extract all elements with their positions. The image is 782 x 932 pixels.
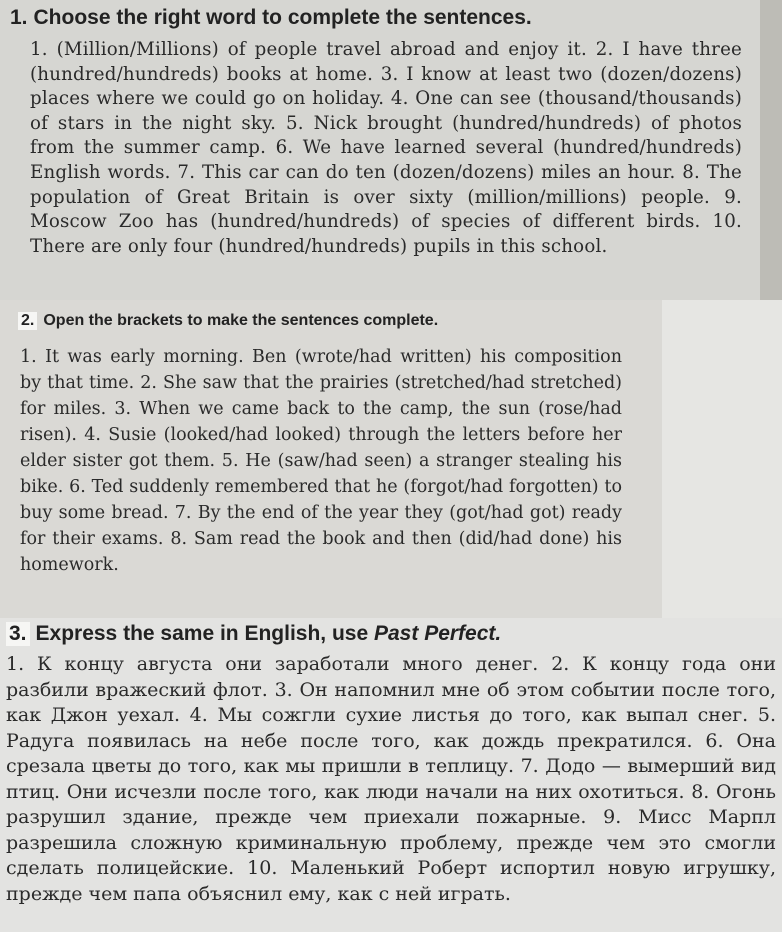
exercise-1-title: Choose the right word to complete the sentences.: [33, 6, 532, 29]
exercise-2-heading: [18, 312, 622, 330]
exercise-2-text: 1. It was early morning. Ben (wrote/had written) his composition by that time. 2. She saw that the prairies (stretched/had stretched) for miles. 3. When we came back to the camp, the sun (rose/had risen). 4. Susie (looked/had looked) through the letters before her elder sister got them. 5. He (saw/had seen) a stranger stealing his bike. 6. Ted suddenly remembered that he (forgot/had forgotten) to buy some bread. 7. By the end of the year they (got/had got) ready for their exams. 8. Sam read the book and then (did/had done) his homework.: [20, 347, 622, 575]
exercise-2-title: Open the brackets to make the sentences complete.: [43, 312, 439, 329]
exercise-3-text: 1. К концу августа они заработали много денег. 2. К концу года они разбили вражеский флот. 3. Он напомнил мне об этом событии после того, как Джон уехал. 4. Мы сожгли сухие листья до того, как выпал снег. 5. Радуга появилась на небе после того, как дождь прекратился. 6. Она срезала цветы до того, как мы пришли в теплицу. 7. Додо — вымерший вид птиц. Они исчезли после того, как люди начали на них охотиться. 8. Огонь разрушил здание, прежде чем приехали пожарные. 9. Мисс Марпл разрешила сложную криминальную проблему, прежде чем это смогли сделать полицейские. 10. Маленький Роберт испортил новую игрушку, прежде чем папа объяснил ему, как с ней играть.: [6, 653, 776, 905]
exercise-3-title-emphasis: Past Perfect.: [374, 622, 502, 645]
exercise-1-number: 1.: [10, 6, 28, 29]
exercise-2-number: 2.: [18, 312, 37, 330]
exercise-1: [0, 0, 760, 300]
exercise-3-heading: [6, 622, 776, 646]
exercise-1-heading: [10, 6, 742, 30]
exercise-2: [0, 300, 662, 618]
exercise-3-title: Express the same in English, use: [35, 622, 369, 645]
exercise-1-text: 1. (Million/Millions) of people travel abroad and enjoy it. 2. I have three (hundred/hundreds) books at home. 3. I know at least two (dozen/dozens) places where we could go on holiday. 4. One can see (thousand/thousands) of stars in the night sky. 5. Nick brought (hundred/hundreds) of photos from the summer camp. 6. We have learned several (hundred/hundreds) English words. 7. This car can do ten (dozen/dozens) miles an hour. 8. The population of Great Britain is over sixty (million/millions) people. 9. Moscow Zoo has (hundred/hundreds) of species of different birds. 10. There are only four (hundred/hundreds) pupils in this school.: [30, 39, 742, 257]
page-edge-shadow: [760, 0, 782, 300]
background-margin: [662, 300, 782, 618]
exercise-3: [0, 618, 782, 932]
exercise-3-number: 3.: [6, 622, 30, 646]
